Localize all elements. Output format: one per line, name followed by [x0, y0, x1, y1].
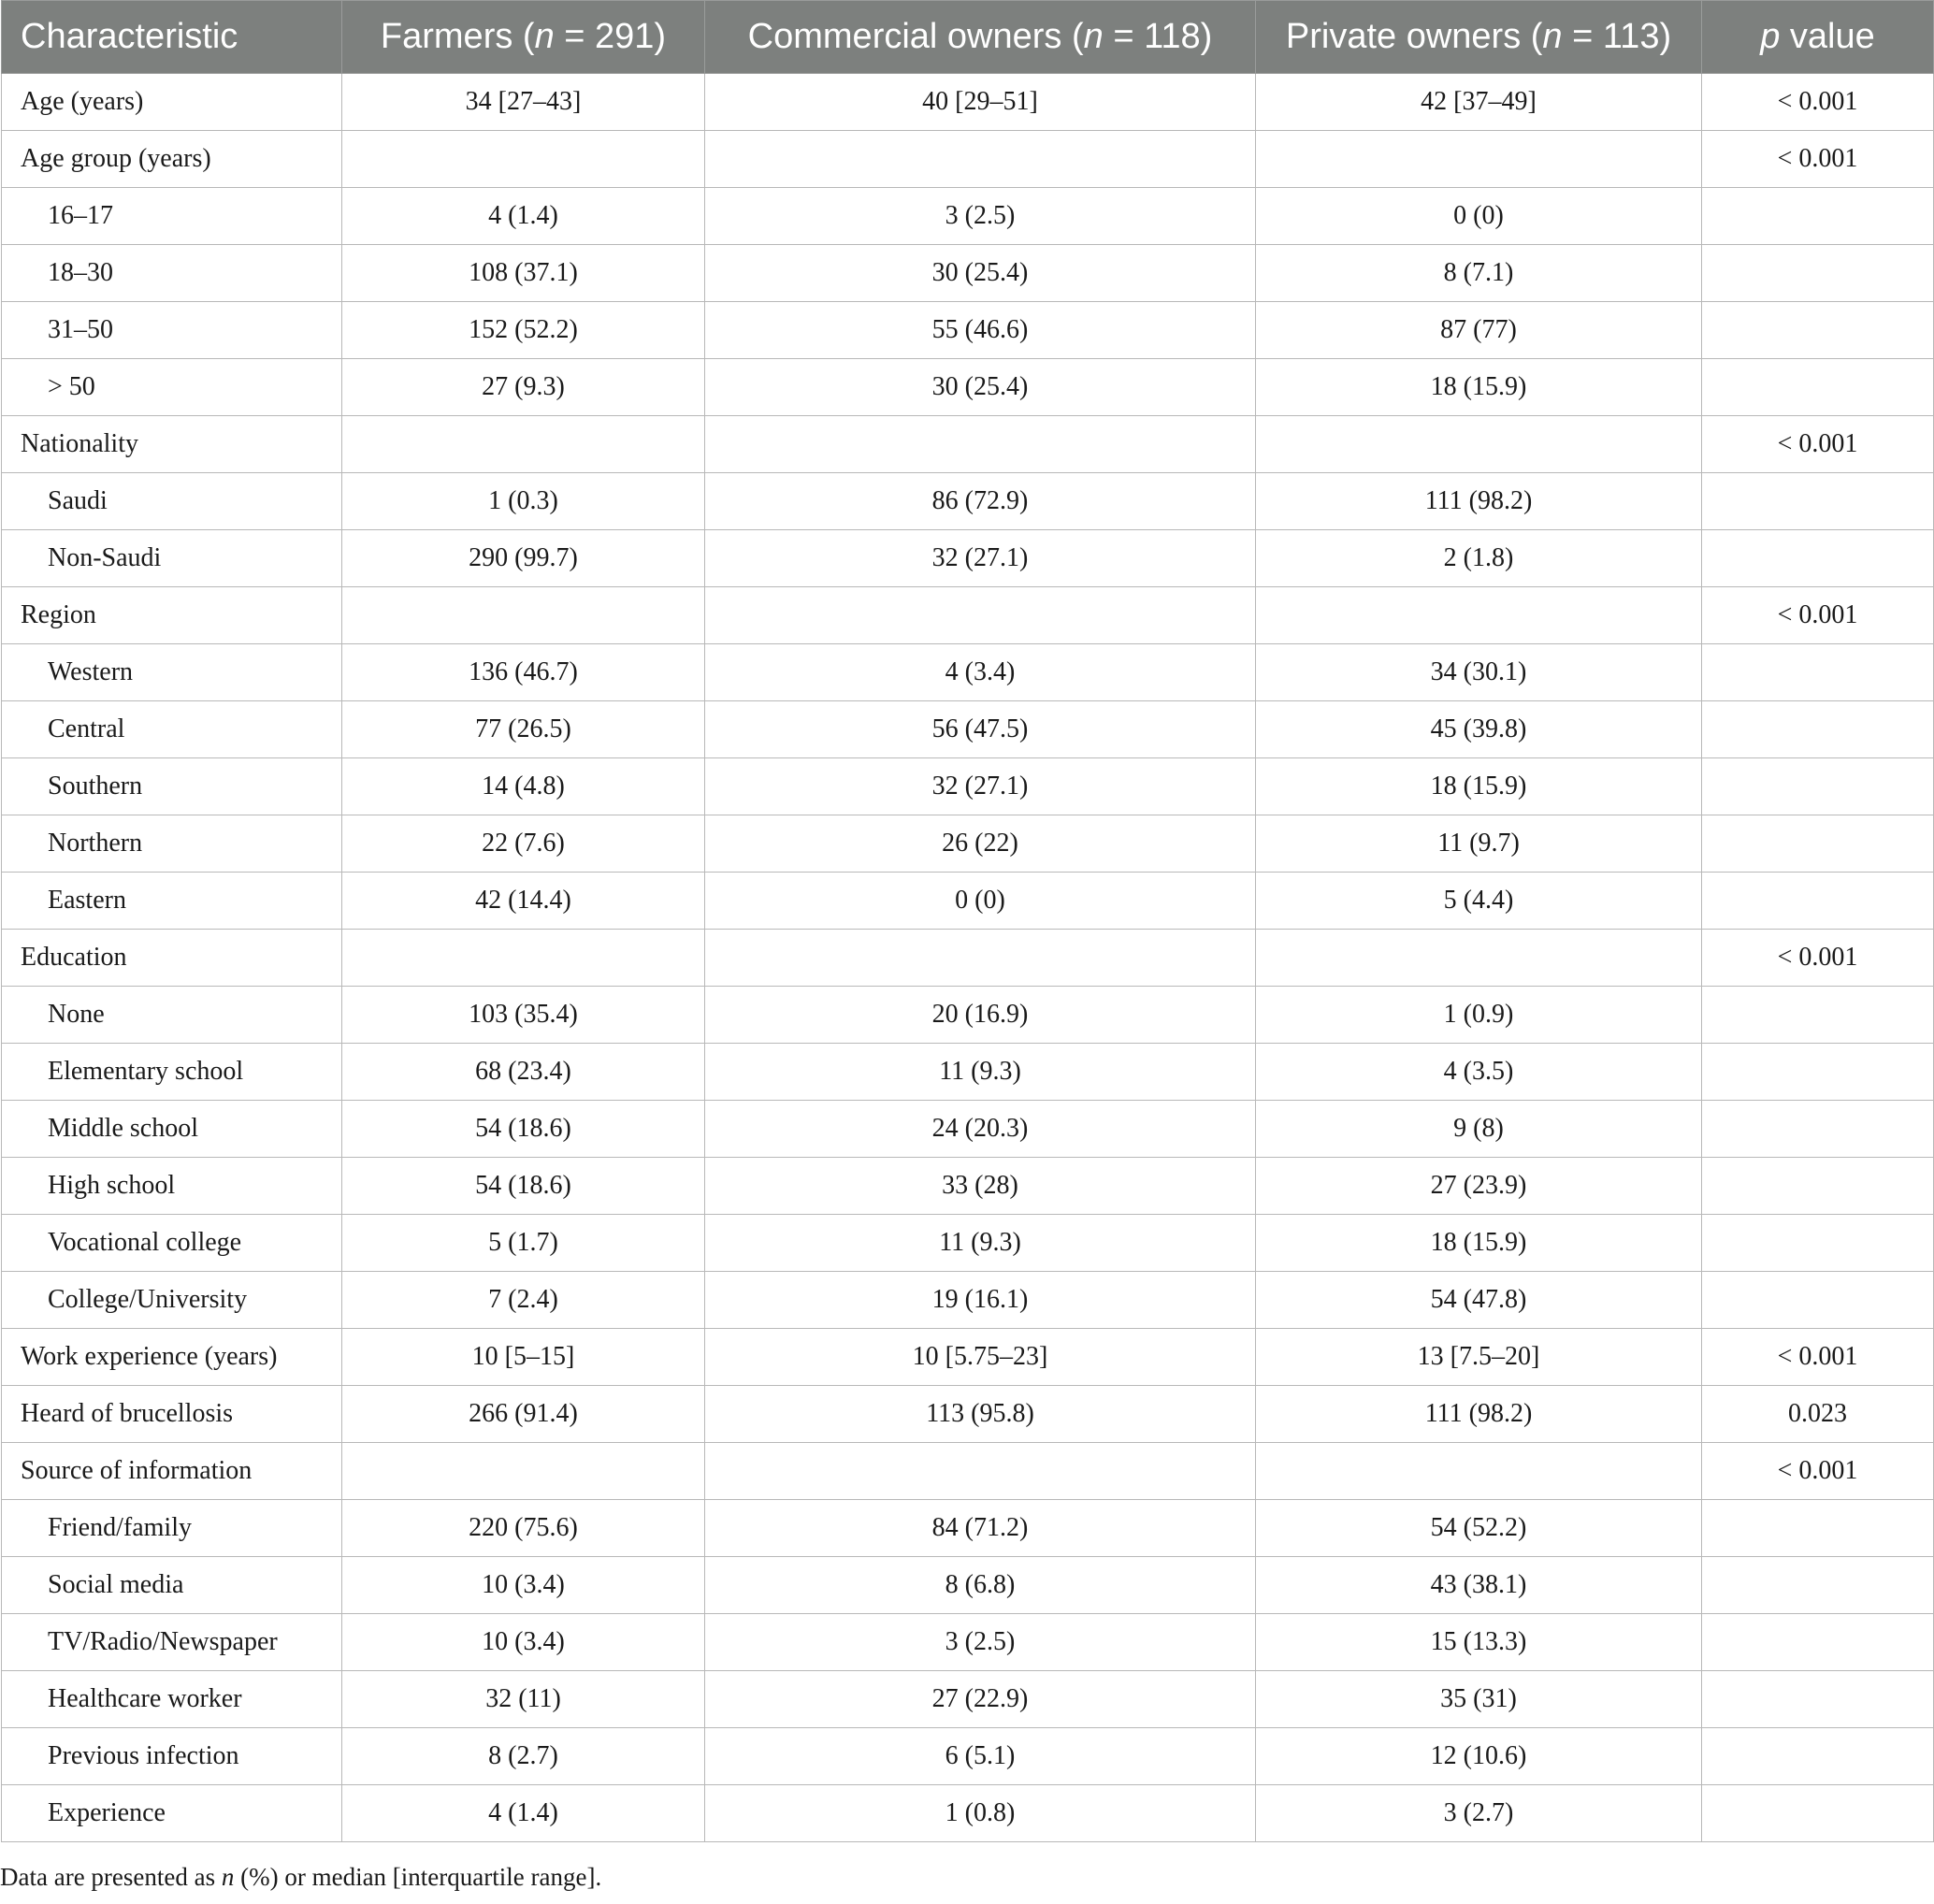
cell-commercial: 30 (25.4) [705, 359, 1256, 416]
cell-p-value: < 0.001 [1702, 587, 1934, 644]
cell-commercial: 40 [29–51] [705, 74, 1256, 131]
header-commercial-owners [705, 1, 1256, 74]
row-label: Northern [2, 815, 342, 873]
cell-commercial: 24 (20.3) [705, 1101, 1256, 1158]
header-private-n: n [1542, 17, 1563, 56]
table-row [2, 701, 1934, 758]
cell-commercial: 55 (46.6) [705, 302, 1256, 359]
table-footnote [0, 1863, 601, 1892]
row-label: Source of information [2, 1443, 342, 1500]
cell-commercial: 4 (3.4) [705, 644, 1256, 701]
row-label: Non-Saudi [2, 530, 342, 587]
cell-commercial: 8 (6.8) [705, 1557, 1256, 1614]
table-row [2, 1158, 1934, 1215]
footnote-prefix: Data are presented as [0, 1863, 222, 1891]
cell-farmers: 14 (4.8) [342, 758, 705, 815]
cell-farmers: 103 (35.4) [342, 987, 705, 1044]
cell-commercial: 20 (16.9) [705, 987, 1256, 1044]
cell-farmers: 1 (0.3) [342, 473, 705, 530]
cell-farmers: 290 (99.7) [342, 530, 705, 587]
cell-p-value: 0.023 [1702, 1386, 1934, 1443]
cell-commercial: 84 (71.2) [705, 1500, 1256, 1557]
table-row [2, 1500, 1934, 1557]
table-row [2, 1044, 1934, 1101]
cell-private: 18 (15.9) [1256, 758, 1702, 815]
cell-farmers: 27 (9.3) [342, 359, 705, 416]
row-label: Experience [2, 1785, 342, 1842]
cell-commercial: 19 (16.1) [705, 1272, 1256, 1329]
cell-commercial: 3 (2.5) [705, 188, 1256, 245]
cell-p-value [1702, 1215, 1934, 1272]
table-row [2, 530, 1934, 587]
cell-p-value [1702, 1044, 1934, 1101]
cell-p-value [1702, 873, 1934, 930]
row-label: Vocational college [2, 1215, 342, 1272]
cell-p-value: < 0.001 [1702, 1329, 1934, 1386]
table-body [2, 74, 1934, 1842]
table-row [2, 245, 1934, 302]
cell-p-value [1702, 815, 1934, 873]
cell-p-value [1702, 1728, 1934, 1785]
cell-private: 5 (4.4) [1256, 873, 1702, 930]
cell-farmers: 54 (18.6) [342, 1158, 705, 1215]
table-row [2, 1785, 1934, 1842]
cell-private: 15 (13.3) [1256, 1614, 1702, 1671]
header-private-suffix: = 113) [1562, 17, 1672, 56]
cell-farmers [342, 587, 705, 644]
cell-farmers [342, 1443, 705, 1500]
cell-farmers: 34 [27–43] [342, 74, 705, 131]
cell-private [1256, 131, 1702, 188]
cell-p-value: < 0.001 [1702, 74, 1934, 131]
cell-private: 34 (30.1) [1256, 644, 1702, 701]
cell-private: 111 (98.2) [1256, 473, 1702, 530]
table-row [2, 815, 1934, 873]
cell-p-value [1702, 644, 1934, 701]
cell-commercial [705, 416, 1256, 473]
cell-private: 1 (0.9) [1256, 987, 1702, 1044]
header-farmers-prefix: Farmers ( [380, 17, 535, 56]
cell-p-value [1702, 1272, 1934, 1329]
cell-farmers: 68 (23.4) [342, 1044, 705, 1101]
table-row [2, 1329, 1934, 1386]
header-farmers-suffix: = 291) [554, 17, 667, 56]
cell-p-value [1702, 1500, 1934, 1557]
cell-commercial: 1 (0.8) [705, 1785, 1256, 1842]
cell-farmers: 32 (11) [342, 1671, 705, 1728]
row-label: Friend/family [2, 1500, 342, 1557]
table-row [2, 1671, 1934, 1728]
row-label: Region [2, 587, 342, 644]
header-commercial-n: n [1083, 17, 1104, 56]
table-row [2, 473, 1934, 530]
cell-commercial [705, 587, 1256, 644]
table-row [2, 930, 1934, 987]
row-label: > 50 [2, 359, 342, 416]
footnote-n: n [221, 1863, 235, 1891]
row-label: Southern [2, 758, 342, 815]
header-commercial-prefix: Commercial owners ( [747, 17, 1084, 56]
header-characteristic-text: Characteristic [21, 17, 238, 56]
row-label: Eastern [2, 873, 342, 930]
cell-commercial: 33 (28) [705, 1158, 1256, 1215]
table-row [2, 1557, 1934, 1614]
table-row [2, 188, 1934, 245]
cell-private: 27 (23.9) [1256, 1158, 1702, 1215]
cell-p-value [1702, 530, 1934, 587]
cell-p-value: < 0.001 [1702, 131, 1934, 188]
cell-commercial [705, 930, 1256, 987]
row-label: Middle school [2, 1101, 342, 1158]
header-farmers [342, 1, 705, 74]
cell-p-value [1702, 1671, 1934, 1728]
row-label: Heard of brucellosis [2, 1386, 342, 1443]
cell-p-value [1702, 1614, 1934, 1671]
table-row [2, 302, 1934, 359]
cell-farmers: 7 (2.4) [342, 1272, 705, 1329]
row-label: None [2, 987, 342, 1044]
header-characteristic [2, 1, 342, 74]
cell-commercial: 27 (22.9) [705, 1671, 1256, 1728]
cell-commercial: 30 (25.4) [705, 245, 1256, 302]
cell-private: 87 (77) [1256, 302, 1702, 359]
cell-farmers [342, 416, 705, 473]
cell-farmers: 54 (18.6) [342, 1101, 705, 1158]
cell-private: 35 (31) [1256, 1671, 1702, 1728]
cell-private: 54 (47.8) [1256, 1272, 1702, 1329]
row-label: Elementary school [2, 1044, 342, 1101]
header-private-owners [1256, 1, 1702, 74]
row-label: Social media [2, 1557, 342, 1614]
cell-farmers: 4 (1.4) [342, 1785, 705, 1842]
cell-p-value [1702, 1158, 1934, 1215]
cell-commercial: 26 (22) [705, 815, 1256, 873]
cell-commercial: 86 (72.9) [705, 473, 1256, 530]
cell-private: 42 [37–49] [1256, 74, 1702, 131]
cell-farmers: 10 [5–15] [342, 1329, 705, 1386]
cell-p-value [1702, 473, 1934, 530]
header-p-value [1702, 1, 1934, 74]
row-label: Education [2, 930, 342, 987]
row-label: Previous infection [2, 1728, 342, 1785]
cell-commercial: 11 (9.3) [705, 1215, 1256, 1272]
cell-farmers: 152 (52.2) [342, 302, 705, 359]
cell-p-value: < 0.001 [1702, 930, 1934, 987]
row-label: Work experience (years) [2, 1329, 342, 1386]
header-private-prefix: Private owners ( [1285, 17, 1543, 56]
cell-private: 43 (38.1) [1256, 1557, 1702, 1614]
cell-commercial: 3 (2.5) [705, 1614, 1256, 1671]
cell-p-value [1702, 245, 1934, 302]
cell-private [1256, 587, 1702, 644]
table-row [2, 1728, 1934, 1785]
cell-farmers: 42 (14.4) [342, 873, 705, 930]
table-row [2, 74, 1934, 131]
header-commercial-suffix: = 118) [1103, 17, 1213, 56]
cell-private [1256, 416, 1702, 473]
cell-commercial: 56 (47.5) [705, 701, 1256, 758]
cell-commercial: 32 (27.1) [705, 530, 1256, 587]
table-row [2, 359, 1934, 416]
cell-p-value [1702, 1101, 1934, 1158]
cell-commercial: 10 [5.75–23] [705, 1329, 1256, 1386]
table-row [2, 1386, 1934, 1443]
cell-commercial: 6 (5.1) [705, 1728, 1256, 1785]
cell-private: 18 (15.9) [1256, 1215, 1702, 1272]
cell-farmers: 266 (91.4) [342, 1386, 705, 1443]
cell-private: 45 (39.8) [1256, 701, 1702, 758]
cell-private: 3 (2.7) [1256, 1785, 1702, 1842]
cell-private: 4 (3.5) [1256, 1044, 1702, 1101]
cell-p-value [1702, 359, 1934, 416]
cell-private: 12 (10.6) [1256, 1728, 1702, 1785]
cell-farmers: 5 (1.7) [342, 1215, 705, 1272]
cell-farmers: 4 (1.4) [342, 188, 705, 245]
cell-private: 111 (98.2) [1256, 1386, 1702, 1443]
table-row [2, 587, 1934, 644]
cell-p-value [1702, 302, 1934, 359]
cell-farmers: 220 (75.6) [342, 1500, 705, 1557]
cell-p-value [1702, 1785, 1934, 1842]
cell-commercial [705, 1443, 1256, 1500]
cell-farmers [342, 131, 705, 188]
cell-farmers: 108 (37.1) [342, 245, 705, 302]
cell-farmers: 77 (26.5) [342, 701, 705, 758]
table-row [2, 1443, 1934, 1500]
cell-p-value [1702, 188, 1934, 245]
cell-commercial: 32 (27.1) [705, 758, 1256, 815]
table-row [2, 131, 1934, 188]
row-label: TV/Radio/Newspaper [2, 1614, 342, 1671]
cell-private: 9 (8) [1256, 1101, 1702, 1158]
cell-commercial: 113 (95.8) [705, 1386, 1256, 1443]
header-p: p [1760, 17, 1781, 56]
cell-p-value [1702, 701, 1934, 758]
table-row [2, 987, 1934, 1044]
row-label: Healthcare worker [2, 1671, 342, 1728]
cell-private: 11 (9.7) [1256, 815, 1702, 873]
cell-p-value [1702, 987, 1934, 1044]
cell-p-value: < 0.001 [1702, 416, 1934, 473]
table-header [2, 1, 1934, 74]
cell-private: 54 (52.2) [1256, 1500, 1702, 1557]
row-label: Age (years) [2, 74, 342, 131]
row-label: High school [2, 1158, 342, 1215]
cell-farmers: 22 (7.6) [342, 815, 705, 873]
cell-private: 0 (0) [1256, 188, 1702, 245]
cell-private [1256, 930, 1702, 987]
cell-farmers: 136 (46.7) [342, 644, 705, 701]
table-row [2, 1272, 1934, 1329]
table-row [2, 644, 1934, 701]
cell-private [1256, 1443, 1702, 1500]
row-label: Age group (years) [2, 131, 342, 188]
table-row [2, 1101, 1934, 1158]
cell-private: 2 (1.8) [1256, 530, 1702, 587]
cell-p-value: < 0.001 [1702, 1443, 1934, 1500]
cell-commercial [705, 131, 1256, 188]
row-label: 31–50 [2, 302, 342, 359]
cell-p-value [1702, 758, 1934, 815]
table-row [2, 758, 1934, 815]
header-farmers-n: n [534, 17, 555, 56]
cell-commercial: 0 (0) [705, 873, 1256, 930]
cell-private: 13 [7.5–20] [1256, 1329, 1702, 1386]
cell-private: 8 (7.1) [1256, 245, 1702, 302]
row-label: Central [2, 701, 342, 758]
row-label: 18–30 [2, 245, 342, 302]
header-row [2, 1, 1934, 74]
footnote-suffix: (%) or median [interquartile range]. [234, 1863, 602, 1891]
cell-p-value [1702, 1557, 1934, 1614]
characteristics-table [1, 0, 1934, 1842]
row-label: Western [2, 644, 342, 701]
cell-farmers: 8 (2.7) [342, 1728, 705, 1785]
table-row [2, 1614, 1934, 1671]
row-label: 16–17 [2, 188, 342, 245]
cell-private: 18 (15.9) [1256, 359, 1702, 416]
row-label: College/University [2, 1272, 342, 1329]
header-p-suffix: value [1780, 17, 1875, 56]
cell-farmers: 10 (3.4) [342, 1614, 705, 1671]
row-label: Saudi [2, 473, 342, 530]
row-label: Nationality [2, 416, 342, 473]
table-row [2, 416, 1934, 473]
table-row [2, 873, 1934, 930]
cell-farmers [342, 930, 705, 987]
cell-farmers: 10 (3.4) [342, 1557, 705, 1614]
table-row [2, 1215, 1934, 1272]
cell-commercial: 11 (9.3) [705, 1044, 1256, 1101]
